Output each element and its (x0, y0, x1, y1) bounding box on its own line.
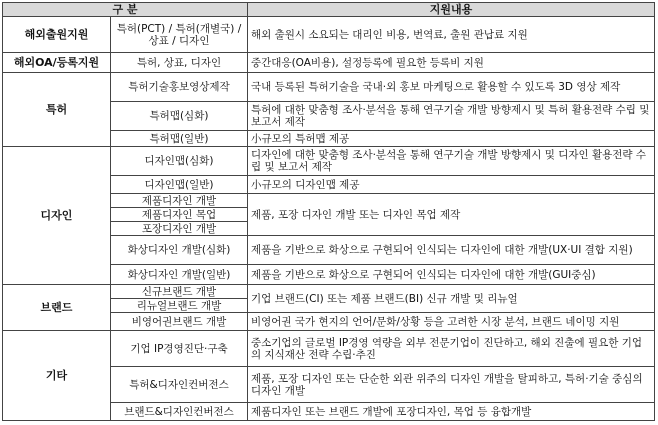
table-row (3, 147, 655, 176)
item-cell: 특허기술홍보영상제작 (111, 73, 248, 102)
item-cell: 특허맵(일반) (111, 131, 248, 147)
description-cell: 중간대응(OA비용), 설정등록에 필요한 등록비 지원 (248, 53, 655, 73)
item-cell: 제품디자인 목업 (111, 208, 248, 222)
item-cell: 특허(PCT) / 특허(개별국) / 상표 / 디자인 (111, 17, 248, 53)
item-cell: 디자인맵(일반) (111, 176, 248, 194)
description-cell: 제품을 기반으로 화상으로 구현되어 인식되는 디자인에 대한 개발(GUI중심) (248, 265, 655, 285)
category-cell: 해외OA/등록지원 (3, 53, 111, 73)
description-cell: 해외 출원시 소요되는 대리인 비용, 번역료, 출원 관납료 지원 (248, 17, 655, 53)
description-cell: 중소기업의 글로벌 IP경영 역량을 외부 전문기업이 진단하고, 해외 진출에 필요한 기업의 지식재산 전략 수립·추진 (248, 331, 655, 367)
category-cell: 해외출원지원 (3, 17, 111, 53)
item-cell: 포장디자인 개발 (111, 222, 248, 236)
item-cell: 특허&디자인컨버전스 (111, 367, 248, 403)
table-row (3, 331, 655, 367)
support-table (2, 2, 655, 421)
header-category: 구 분 (3, 3, 248, 17)
item-cell: 특허, 상표, 디자인 (111, 53, 248, 73)
description-cell: 제품을 기반으로 화상으로 구현되어 인식되는 디자인에 대한 개발(UX·UI 결합 지원) (248, 236, 655, 265)
item-cell: 신규브랜드 개발 (111, 285, 248, 299)
description-cell: 小규모의 특허맵 제공 (248, 131, 655, 147)
item-cell: 특허맵(심화) (111, 102, 248, 131)
item-cell: 리뉴얼브랜드 개발 (111, 299, 248, 313)
header-support-content: 지원내용 (248, 3, 655, 17)
category-cell: 브랜드 (3, 285, 111, 331)
description-cell: 국내 등록된 특허기술을 국내·외 홍보 마케팅으로 활용할 수 있도록 3D 영상 제작 (248, 73, 655, 102)
description-cell: 비영어권 국가 현지의 언어/문화/상황 등을 고려한 시장 분석, 브랜드 네이밍 지원 (248, 313, 655, 331)
table-row (3, 73, 655, 102)
item-cell: 화상디자인 개발(심화) (111, 236, 248, 265)
item-cell: 화상디자인 개발(일반) (111, 265, 248, 285)
category-cell: 특허 (3, 73, 111, 147)
item-cell: 브랜드&디자인컨버전스 (111, 403, 248, 421)
category-cell: 디자인 (3, 147, 111, 285)
item-cell: 제품디자인 개발 (111, 194, 248, 208)
item-cell: 디자인맵(심화) (111, 147, 248, 176)
table-row (3, 53, 655, 73)
description-cell: 특허에 대한 맞춤형 조사·분석을 통해 연구기술 개발 방향제시 및 특허 활용전략 수립 및 보고서 제작 (248, 102, 655, 131)
table-header-row (3, 3, 655, 17)
description-cell: 제품디자인 또는 브랜드 개발에 포장디자인, 목업 등 융합개발 (248, 403, 655, 421)
description-cell: 小규모의 디자인맵 제공 (248, 176, 655, 194)
table-row (3, 285, 655, 299)
description-cell: 디자인에 대한 맞춤형 조사·분석을 통해 연구기술 개발 방향제시 및 디자인 활용전략 수립 및 보고서 제작 (248, 147, 655, 176)
description-cell: 제품, 포장 디자인 개발 또는 디자인 목업 제작 (248, 194, 655, 236)
item-cell: 비영어권브랜드 개발 (111, 313, 248, 331)
category-cell: 기타 (3, 331, 111, 421)
item-cell: 기업 IP경영진단·구축 (111, 331, 248, 367)
table-row (3, 17, 655, 53)
description-cell: 기업 브랜드(CI) 또는 제품 브랜드(BI) 신규 개발 및 리뉴얼 (248, 285, 655, 313)
description-cell: 제품, 포장 디자인 또는 단순한 외관 위주의 디자인 개발을 탈피하고, 특허·기술 중심의 디자인 개발 (248, 367, 655, 403)
